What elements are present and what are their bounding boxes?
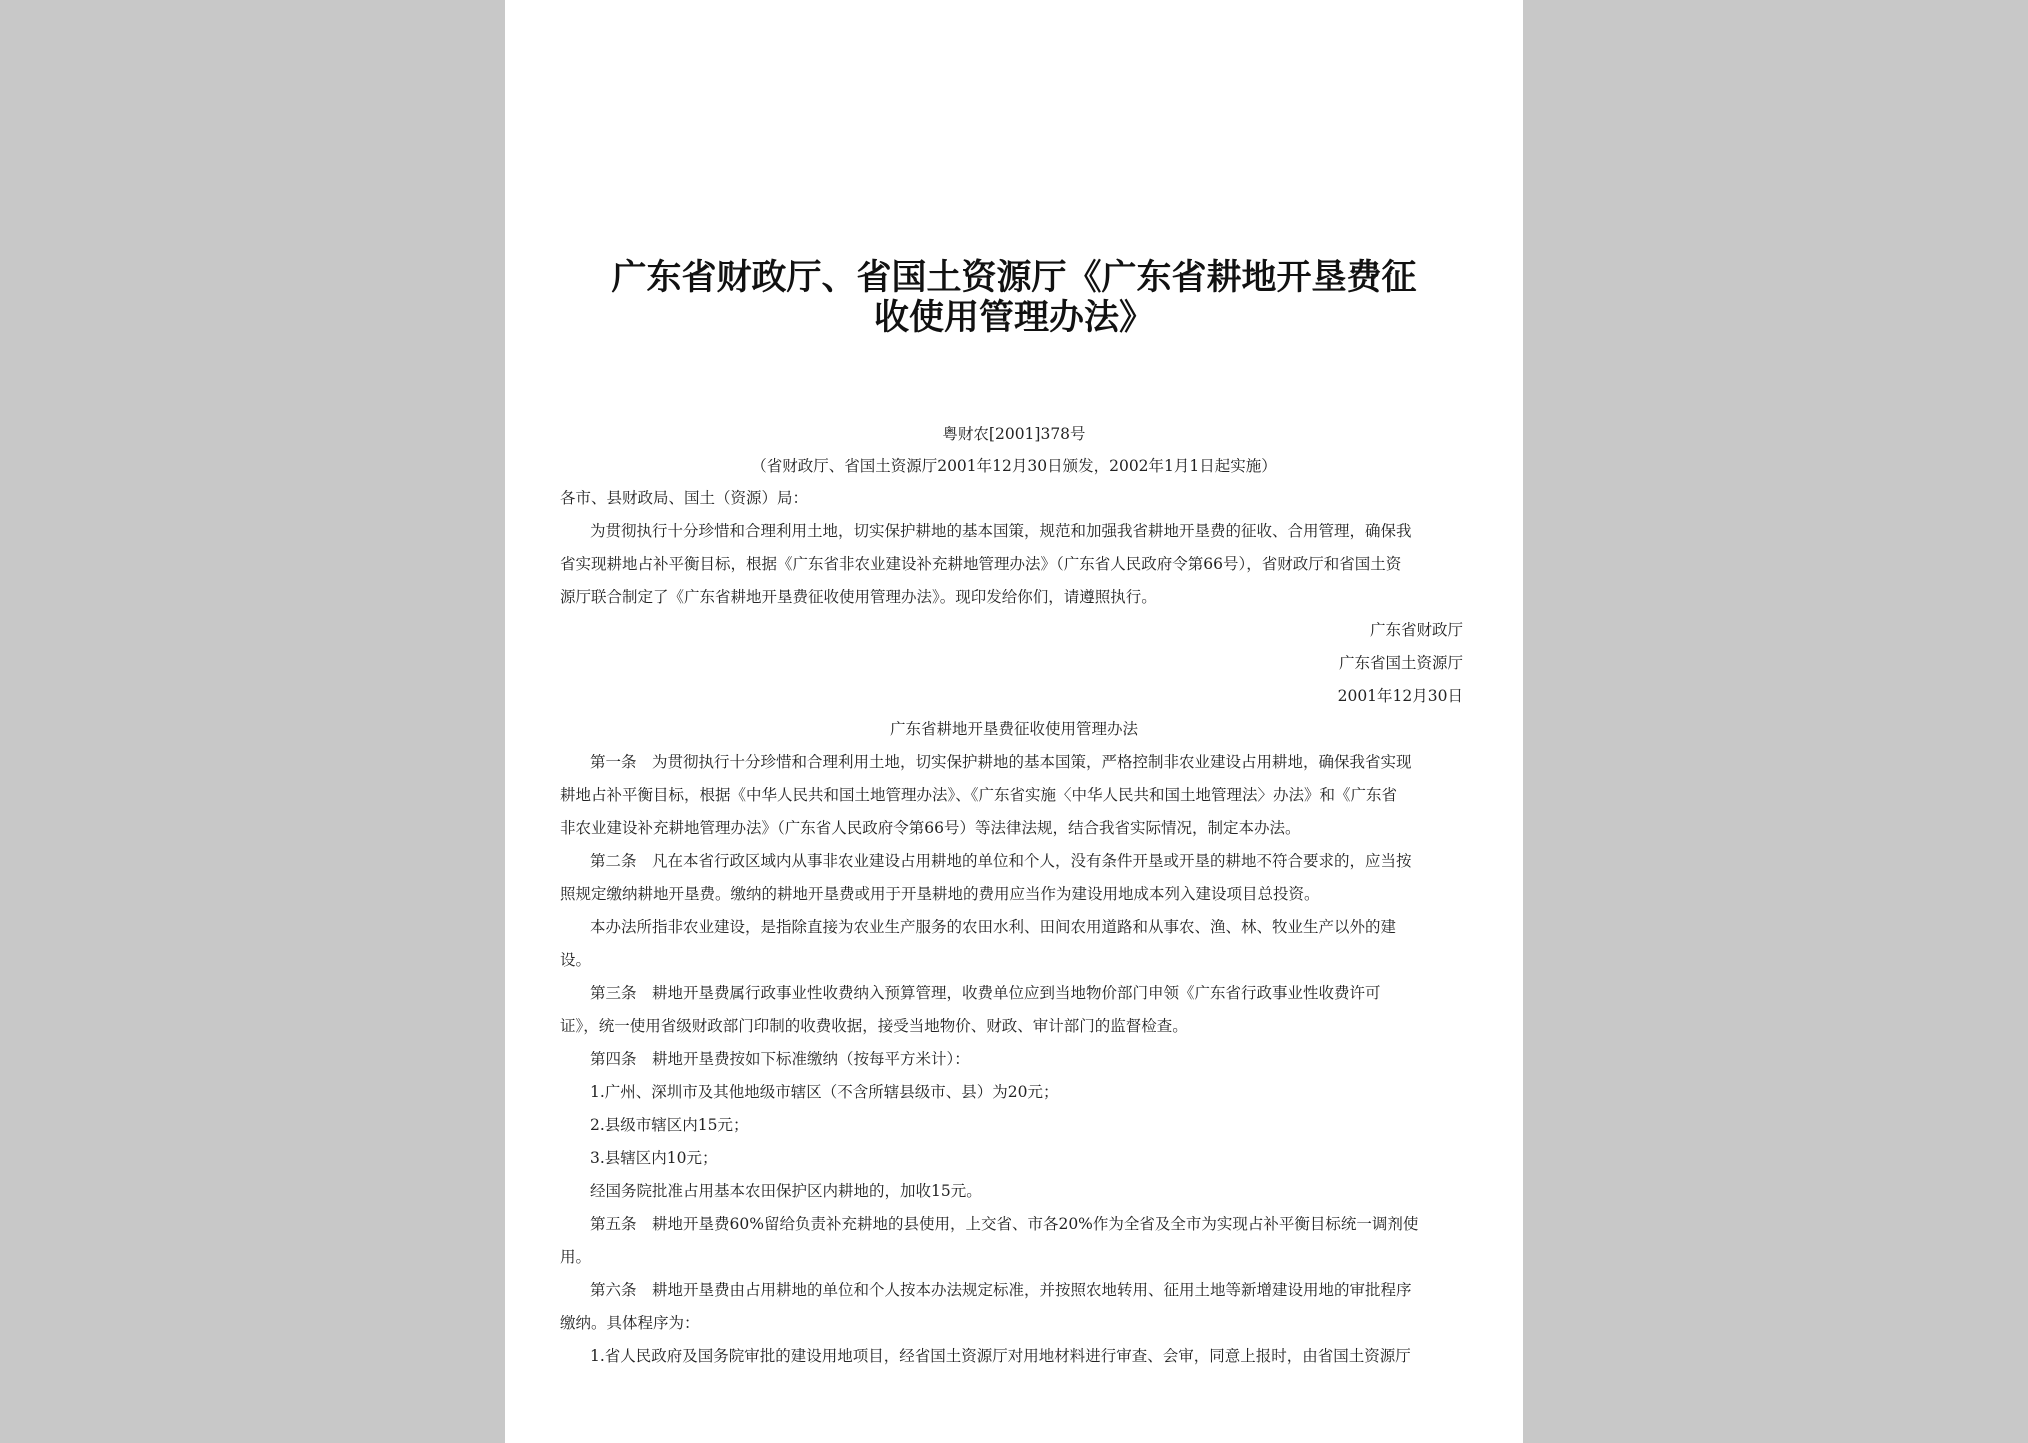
- body-line: 经国务院批准占用基本农田保护区内耕地的，加收15元。: [590, 1182, 982, 1200]
- body-line: 第二条 凡在本省行政区域内从事非农业建设占用耕地的单位和个人，没有条件开垦或开垦的耕地不符合要求的，应当按: [590, 852, 1412, 870]
- body-line: 1.广州、深圳市及其他地级市辖区（不含所辖县级市、县）为20元；: [590, 1083, 1059, 1101]
- intro-line: 省实现耕地占补平衡目标，根据《广东省非农业建设补充耕地管理办法》（广东省人民政府令第66号），省财政厅和省国土资: [560, 555, 1402, 573]
- body-line: 设。: [560, 951, 592, 969]
- body-line: 第五条 耕地开垦费60%留给负责补充耕地的县使用，上交省、市各20%作为全省及全市为实现占补平衡目标统一调剂使: [590, 1215, 1419, 1233]
- intro-line: 源厅联合制定了《广东省耕地开垦费征收使用管理办法》。现印发给你们，请遵照执行。: [560, 588, 1157, 606]
- issuance-note: （省财政厅、省国土资源厅2001年12月30日颁发，2002年1月1日起实施）: [751, 457, 1277, 475]
- body-line: 第四条 耕地开垦费按如下标准缴纳（按每平方米计）：: [590, 1050, 970, 1068]
- body-line: 证》，统一使用省级财政部门印制的收费收据，接受当地物价、财政、审计部门的监督检查。: [560, 1017, 1188, 1035]
- signature-date: 2001年12月30日: [1337, 687, 1463, 705]
- signature-land-dept: 广东省国土资源厅: [1338, 654, 1463, 672]
- document-title: [595, 258, 1433, 338]
- body-line: 照规定缴纳耕地开垦费。缴纳的耕地开垦费或用于开垦耕地的费用应当作为建设用地成本列入建设项目总投资。: [560, 885, 1320, 903]
- addressee: 各市、县财政局、国土（资源）局：: [560, 489, 809, 507]
- body-line: 非农业建设补充耕地管理办法》（广东省人民政府令第66号）等法律法规，结合我省实际情况，制定本办法。: [560, 819, 1301, 837]
- body-line: 本办法所指非农业建设，是指除直接为农业生产服务的农田水利、田间农用道路和从事农、渔、林、牧业生产以外的建: [590, 918, 1397, 936]
- title-line-1: 广东省财政厅、省国土资源厅《广东省耕地开垦费征: [611, 257, 1417, 298]
- body-line: 第六条 耕地开垦费由占用耕地的单位和个人按本办法规定标准，并按照农地转用、征用土地等新增建设用地的审批程序: [590, 1281, 1412, 1299]
- signature-finance-dept: 广东省财政厅: [1369, 621, 1463, 639]
- body-line: 3.县辖区内10元；: [590, 1149, 718, 1167]
- body-line: 1.省人民政府及国务院审批的建设用地项目，经省国土资源厅对用地材料进行审查、会审，同意上报时，由省国土资源厅: [590, 1347, 1411, 1365]
- body-line: 第三条 耕地开垦费属行政事业性收费纳入预算管理，收费单位应到当地物价部门申领《广东省行政事业性收费许可: [590, 984, 1381, 1002]
- intro-line: 为贯彻执行十分珍惜和合理利用土地，切实保护耕地的基本国策，规范和加强我省耕地开垦费的征收、合用管理，确保我: [590, 522, 1412, 540]
- body-line: 第一条 为贯彻执行十分珍惜和合理利用土地，切实保护耕地的基本国策，严格控制非农业建设占用耕地，确保我省实现: [590, 753, 1412, 771]
- measures-title: 广东省耕地开垦费征收使用管理办法: [889, 720, 1138, 738]
- body-line: 耕地占补平衡目标，根据《中华人民共和国土地管理办法》、《广东省实施〈中华人民共和国土地管理法〉办法》和《广东省: [560, 786, 1398, 804]
- title-line-2: 收使用管理办法》: [873, 297, 1154, 338]
- body-line: 用。: [560, 1248, 592, 1266]
- document-number: 粤财农[2001]378号: [942, 425, 1086, 443]
- document-page: [505, 0, 1523, 1443]
- body-line: 缴纳。具体程序为：: [560, 1314, 700, 1332]
- body-line: 2.县级市辖区内15元；: [590, 1116, 749, 1134]
